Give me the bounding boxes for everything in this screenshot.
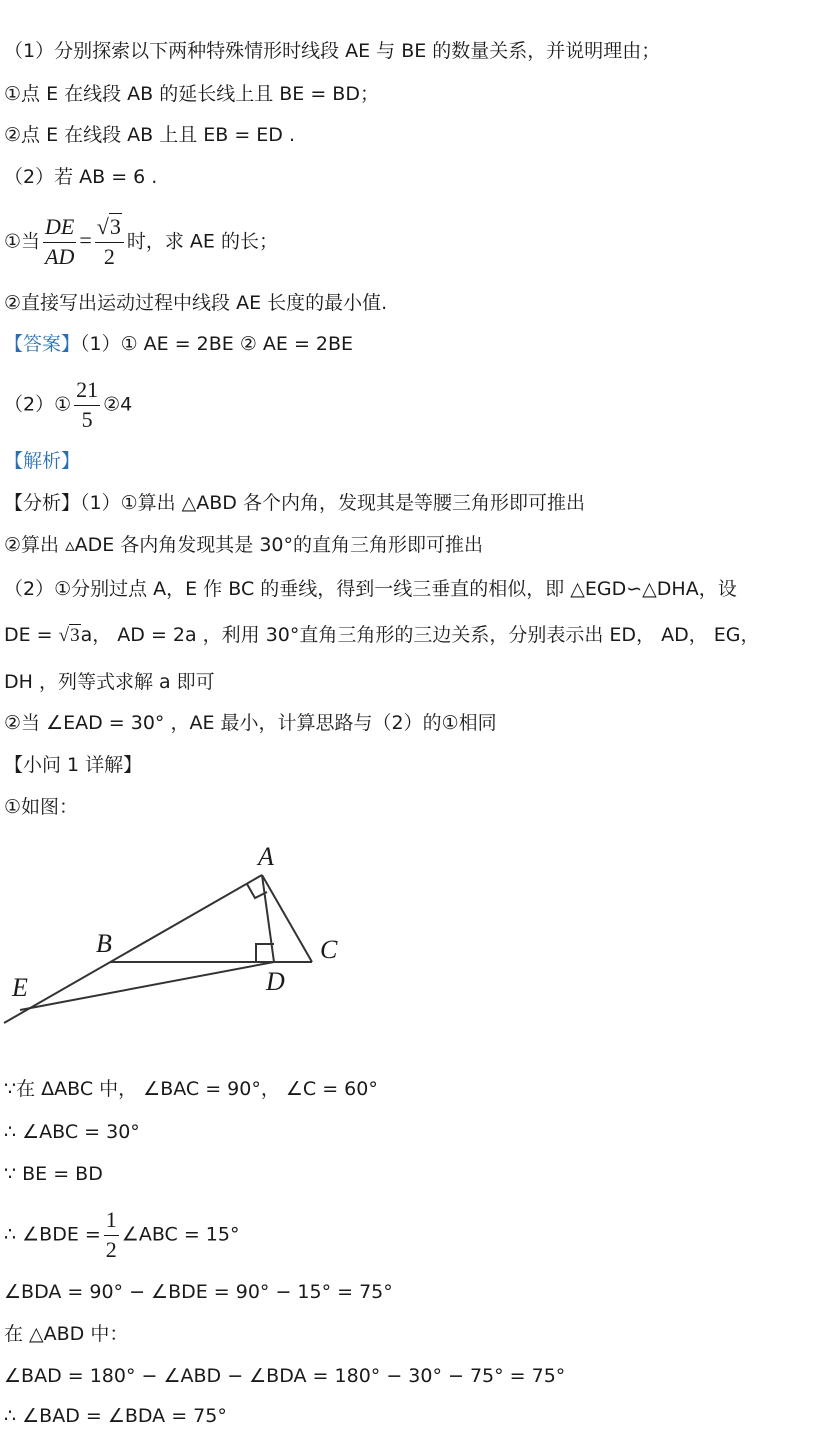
step-4-pre: ∴ ∠BDE = bbox=[4, 1223, 101, 1246]
label-d: D bbox=[266, 967, 285, 996]
analysis-line3: （2）①分别过点 A，E 作 BC 的垂线，得到一线三垂直的相似，即 △EGD∽△DHA，设 bbox=[4, 578, 737, 600]
analysis-line4 bbox=[4, 626, 760, 645]
answer-tag: 【答案】 bbox=[4, 333, 81, 355]
step-2: ∴ ∠ABC = 30° bbox=[4, 1121, 140, 1143]
label-b: B bbox=[96, 929, 112, 958]
sqrt3-over-2-fraction bbox=[95, 213, 124, 271]
q2-part2: ②直接写出运动过程中线段 AE 长度的最小值. bbox=[4, 292, 388, 314]
q1-case1: ①点 E 在线段 AB 的延长线上且 BE = BD； bbox=[4, 83, 379, 105]
fraction-denominator: 2 bbox=[105, 1236, 117, 1262]
q2-part1-pre: ①当 bbox=[4, 230, 41, 253]
step-1: ∵在 ΔABC 中， ∠BAC = 90°， ∠C = 60° bbox=[4, 1078, 378, 1100]
q2-part1 bbox=[4, 213, 278, 271]
step-8: ∴ ∠BAD = ∠BDA = 75° bbox=[4, 1405, 227, 1427]
sqrt-symbol: √3 bbox=[96, 214, 121, 239]
fraction-denominator: 5 bbox=[81, 406, 93, 432]
line-ad bbox=[262, 875, 274, 962]
fraction-numerator: DE bbox=[43, 213, 76, 243]
q2-prompt: （2）若 AB = 6 . bbox=[4, 166, 158, 188]
line-ae bbox=[4, 875, 262, 1023]
fraction-numerator: 21 bbox=[74, 376, 100, 406]
answer-line1 bbox=[4, 335, 353, 354]
analysis-line5: DH ，列等式求解 a 即可 bbox=[4, 671, 215, 693]
step-4 bbox=[4, 1206, 239, 1264]
fraction-numerator: 1 bbox=[104, 1206, 119, 1236]
half-fraction bbox=[104, 1206, 119, 1264]
q2-part1-post: 时，求 AE 的长； bbox=[126, 230, 278, 253]
step-7: ∠BAD = 180° − ∠ABD − ∠BDA = 180° − 30° − 75° = 75° bbox=[4, 1365, 566, 1387]
equals-sign: = bbox=[79, 227, 92, 253]
step-3: ∵ BE = BD bbox=[4, 1163, 103, 1185]
triangle-figure bbox=[0, 840, 400, 1040]
answer-line2-pre: （2）① bbox=[4, 393, 72, 416]
analysis-line2: ②算出 ▵ADE 各内角发现其是 30°的直角三角形即可推出 bbox=[4, 534, 483, 556]
q1-prompt: （1）分别探索以下两种特殊情形时线段 AE 与 BE 的数量关系，并说明理由； bbox=[4, 40, 661, 62]
answer-text: （1）① AE = 2BE ② AE = 2BE bbox=[80, 333, 354, 355]
step-4-post: ∠ABC = 15° bbox=[121, 1223, 240, 1246]
line-ac bbox=[262, 875, 312, 962]
label-a: A bbox=[258, 842, 274, 871]
answer-fraction bbox=[74, 376, 100, 434]
fraction-numerator bbox=[95, 213, 124, 243]
label-e: E bbox=[12, 973, 28, 1002]
fraction-denominator: AD bbox=[45, 243, 75, 269]
step-5: ∠BDA = 90° − ∠BDE = 90° − 15° = 75° bbox=[4, 1281, 393, 1303]
analysis-line4-post: a， AD = 2a ，利用 30°直角三角形的三边关系，分别表示出 ED， AD， EG， bbox=[80, 624, 760, 646]
line-ed bbox=[20, 962, 274, 1010]
step-6: 在 △ABD 中： bbox=[4, 1323, 129, 1345]
q1-case2: ②点 E 在线段 AB 上且 EB = ED . bbox=[4, 124, 296, 146]
answer-line2-post: ②4 bbox=[103, 393, 133, 416]
detail-title: 【小问 1 详解】 bbox=[4, 754, 143, 776]
fraction-denominator: 2 bbox=[103, 243, 115, 269]
answer-line2 bbox=[4, 376, 132, 434]
analysis-line1: 【分析】（1）①算出 △ABD 各个内角，发现其是等腰三角形即可推出 bbox=[4, 492, 585, 514]
analysis-tag: 【解析】 bbox=[4, 450, 81, 472]
label-c: C bbox=[320, 935, 338, 964]
ratio-fraction bbox=[43, 213, 76, 271]
figure-intro: ①如图： bbox=[4, 796, 79, 818]
analysis-line6: ②当 ∠EAD = 30° ，AE 最小，计算思路与（2）的①相同 bbox=[4, 712, 497, 734]
analysis-line4-pre: DE = bbox=[4, 624, 53, 646]
sqrt-symbol: √3 bbox=[58, 625, 80, 646]
